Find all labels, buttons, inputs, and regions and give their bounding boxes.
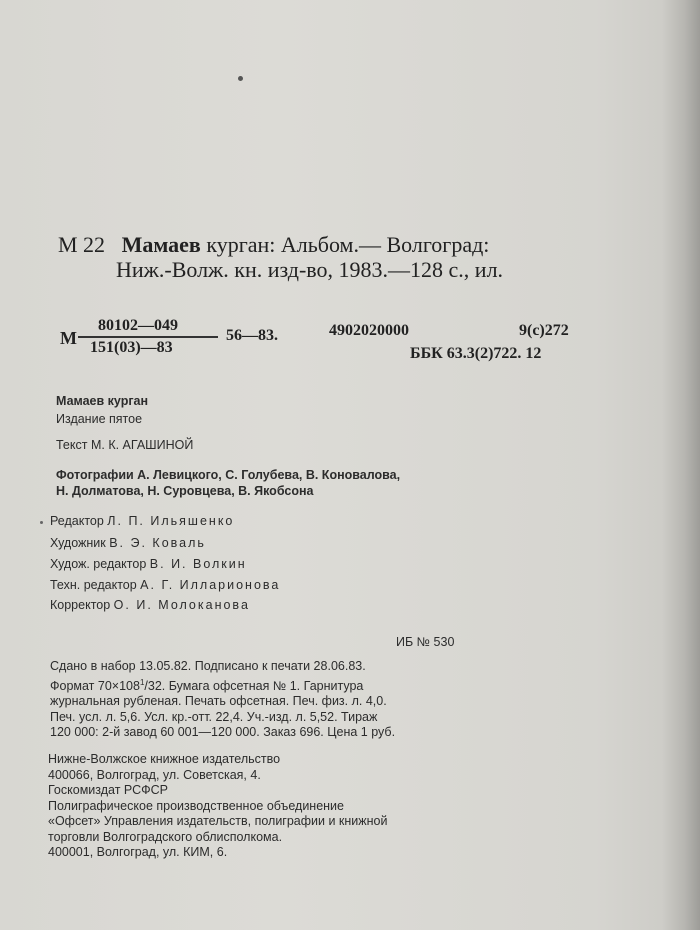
- publisher-line: торговли Волгоградского облисполкома.: [48, 829, 283, 844]
- staff-art-editor: Худож. редактор В. И. Волкин: [50, 557, 247, 571]
- staff-artist: Художник В. Э. Коваль: [50, 536, 206, 550]
- page-edge-shadow: [662, 0, 700, 930]
- photo-credit-line-1: Фотографии А. Левицкого, С. Голубева, В. Коновалова,: [56, 468, 401, 482]
- ink-speck: [238, 76, 243, 81]
- catalog-line-1: [58, 232, 489, 258]
- catalog-index: М 22: [58, 232, 106, 257]
- imprint-block: [50, 659, 395, 741]
- code-udc: 9(с)272: [519, 322, 569, 339]
- text-author: М. К. АГАШИНОЙ: [90, 438, 194, 452]
- publisher-line: Нижне-Волжское книжное издательство: [48, 752, 281, 766]
- catalog-title-rest: курган: Альбом.— Волгоград:: [206, 232, 490, 257]
- publisher-line: 400001, Волгоград, ул. КИМ, 6.: [48, 845, 228, 859]
- imprint-line: 120 000: 2-й завод 60 001—120 000. Заказ 696. Цена 1 руб.: [50, 725, 396, 740]
- staff-tech-editor: Техн. редактор А. Г. Илларионова: [50, 578, 281, 592]
- staff-editor: Редактор Л. П. Ильяшенко: [50, 514, 235, 528]
- staff-proofreader: Корректор О. И. Молоканова: [50, 598, 250, 612]
- text-credit: Текст М. К. АГАШИНОЙ: [56, 438, 194, 452]
- catalog-title: Мамаев: [121, 232, 201, 257]
- imprint-line: Сдано в набор 13.05.82. Подписано к печати 28.06.83.: [50, 659, 366, 673]
- imprint-line: журнальная рубленая. Печать офсетная. Печ. физ. л. 4,0.: [50, 694, 387, 709]
- book-title: Мамаев курган: [56, 394, 149, 408]
- imprint-line: Формат $70\times 108^1/32$. Бумага офсетная № 1. Гарнитура: [50, 677, 364, 693]
- publisher-block: [48, 752, 388, 861]
- code-suffix: 56—83.: [226, 327, 278, 344]
- code-number: 4902020000: [329, 322, 409, 339]
- code-letter: М: [60, 328, 77, 348]
- publisher-line: Госкомиздат РСФСР: [48, 783, 168, 797]
- catalog-line-2: Ниж.-Волж. кн. изд-во, 1983.—128 с., ил.: [116, 257, 504, 282]
- code-denominator: 151(03)—83: [90, 339, 173, 356]
- publisher-line: Полиграфическое производственное объединение: [48, 798, 344, 813]
- code-bbk: ББК 63.3(2)722. 12: [410, 345, 542, 362]
- imprint-line: Печ. усл. л. 5,6. Усл. кр.-отт. 22,4. Уч.-изд. л. 5,52. Тираж: [50, 709, 378, 724]
- code-numerator: 80102—049: [98, 317, 178, 334]
- publisher-line: 400066, Волгоград, ул. Советская, 4.: [48, 767, 261, 782]
- ib-number: ИБ № 530: [396, 635, 455, 649]
- publisher-line: «Офсет» Управления издательств, полиграфии и книжной: [48, 814, 388, 828]
- book-edition: Издание пятое: [56, 412, 143, 426]
- fraction-bar: [78, 336, 218, 338]
- photo-credit-line-2: Н. Долматова, Н. Суровцева, В. Якобсона: [56, 484, 314, 498]
- ink-speck: [40, 521, 43, 524]
